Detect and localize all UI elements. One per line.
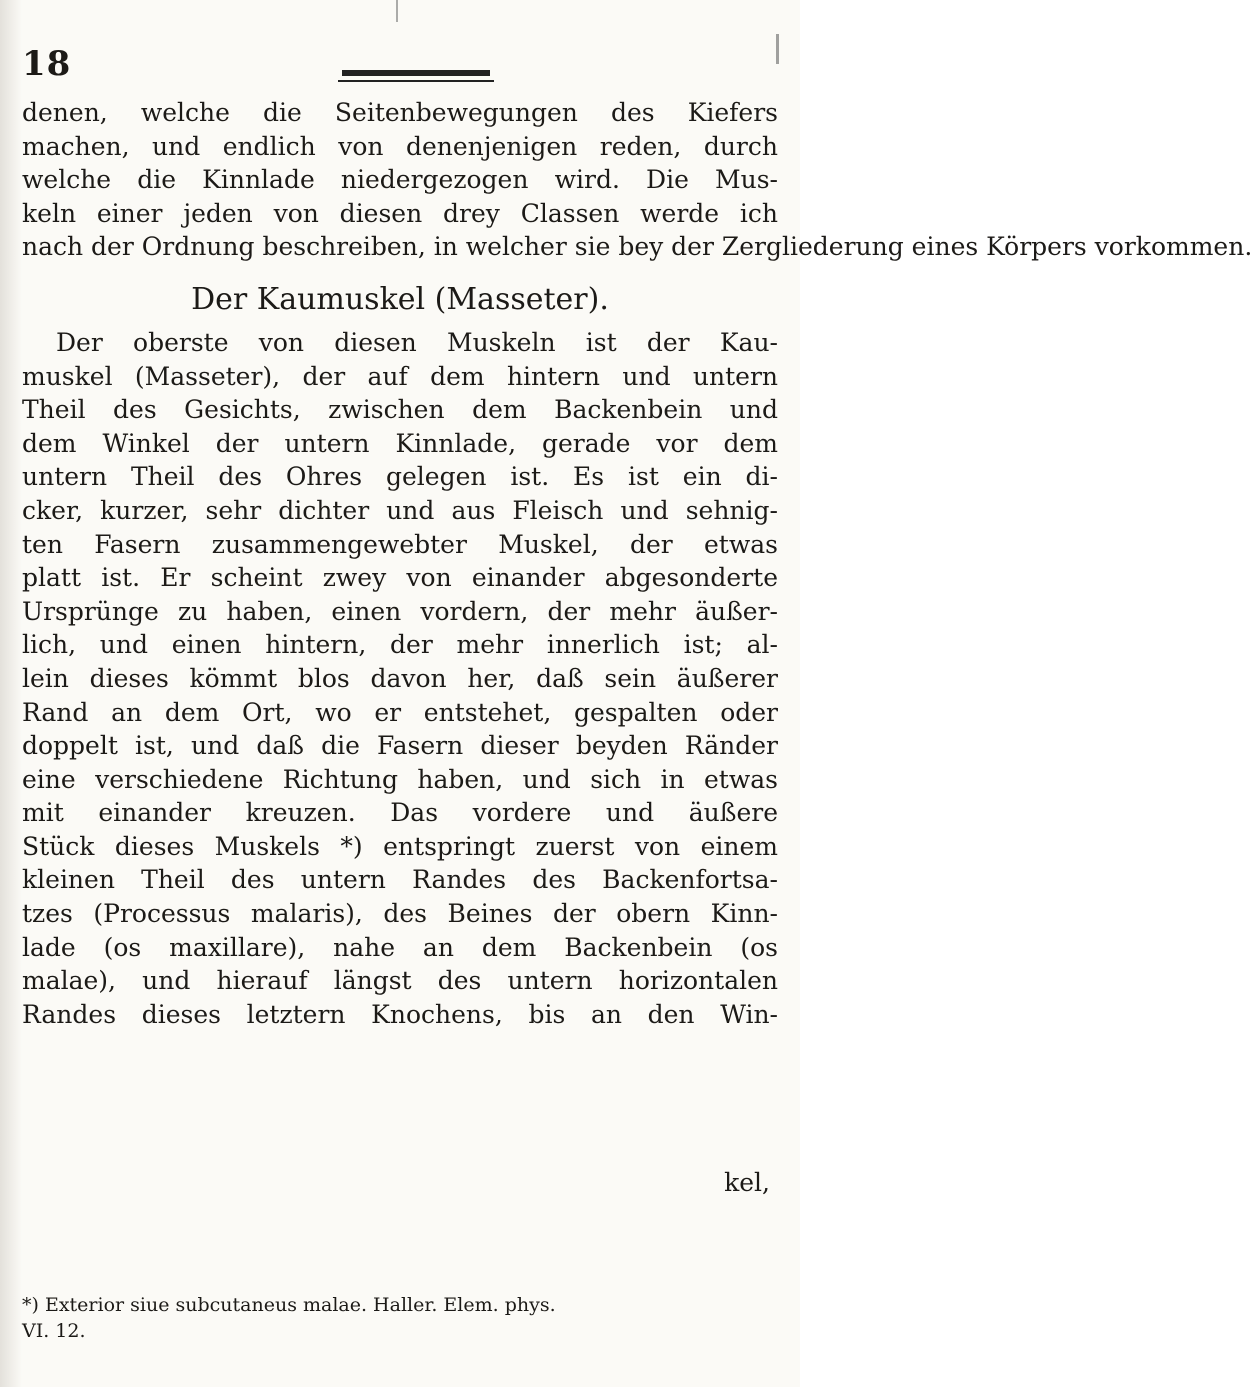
page-number: 18	[22, 44, 72, 84]
text-line: kleinen Theil des untern Randes des Backenfortsa-	[22, 865, 778, 895]
header-ornament-rule-thin	[338, 80, 494, 82]
text-line: lich, und einen hintern, der mehr innerlich ist; al-	[22, 630, 778, 660]
text-line: keln einer jeden von diesen drey Classen werde ich	[22, 198, 778, 228]
text-line: malae), und hierauf längst des untern horizontalen	[22, 966, 778, 996]
text-line: Stück dieses Muskels *) entspringt zuerst von einem	[22, 831, 778, 861]
text-line: welche die Kinnlade niedergezogen wird. Die Mus-	[22, 165, 778, 195]
text-line: platt ist. Er scheint zwey von einander abgesonderte	[22, 563, 778, 593]
text-line: Theil des Gesichts, zwischen dem Backenbein und	[22, 395, 778, 425]
text-line: Der oberste von diesen Muskeln ist der Kau-	[56, 327, 778, 357]
text-line: Ursprünge zu haben, einen vordern, der mehr äußer-	[22, 596, 778, 626]
header-ornament-rule	[342, 70, 490, 76]
text-line: Randes dieses letztern Knochens, bis an den Win-	[22, 999, 778, 1029]
text-line: dem Winkel der untern Kinnlade, gerade vor dem	[22, 428, 778, 458]
scan-mark	[396, 0, 398, 22]
section-heading: Der Kaumuskel (Masseter).	[191, 281, 609, 317]
text-line: muskel (Masseter), der auf dem hintern und untern	[22, 361, 778, 391]
text-line: cker, kurzer, sehr dichter und aus Fleisch und sehnig-	[22, 495, 778, 525]
text-line: lade (os maxillare), nahe an dem Backenbein (os	[22, 932, 778, 962]
scan-mark-right	[776, 34, 779, 64]
page-body	[22, 96, 1252, 1199]
text-line: untern Theil des Ohres gelegen ist. Es ist ein di-	[22, 462, 778, 492]
text-line	[22, 1099, 778, 1133]
text-line: eine verschiedene Richtung haben, und sich in etwas	[22, 764, 778, 794]
text-line: tzes (Processus malaris), des Beines der obern Kinn-	[22, 899, 778, 929]
text-line: Rand an dem Ort, wo er entstehet, gespalten oder	[22, 697, 778, 727]
text-line: ten Fasern zusammengewebter Muskel, der etwas	[22, 529, 778, 559]
footnote-line: VI. 12.	[22, 1320, 86, 1342]
text-line	[22, 1132, 778, 1166]
text-line: denen, welche die Seitenbewegungen des Kiefers	[22, 98, 778, 127]
text-line: machen, und endlich von denenjenigen reden, durch	[22, 131, 778, 161]
text-line: doppelt ist, und daß die Fasern dieser beyden Ränder	[22, 731, 778, 761]
text-line	[22, 1065, 778, 1099]
text-line: nach der Ordnung beschreiben, in welcher sie bey der Zergliederung eines Körpers vorkommen.	[22, 232, 1252, 262]
text-line: lein dieses kömmt blos davon her, daß sein äußerer	[22, 663, 778, 693]
footnote-line: *) Exterior siue subcutaneus malae. Haller. Elem. phys.	[22, 1294, 556, 1316]
page-edge-shadow	[0, 0, 22, 1387]
text-line: mit einander kreuzen. Das vordere und äußere	[22, 798, 778, 828]
footnote	[22, 1292, 778, 1344]
text-line	[22, 1031, 778, 1065]
catchword: kel,	[724, 1167, 770, 1197]
page-header	[22, 44, 762, 94]
